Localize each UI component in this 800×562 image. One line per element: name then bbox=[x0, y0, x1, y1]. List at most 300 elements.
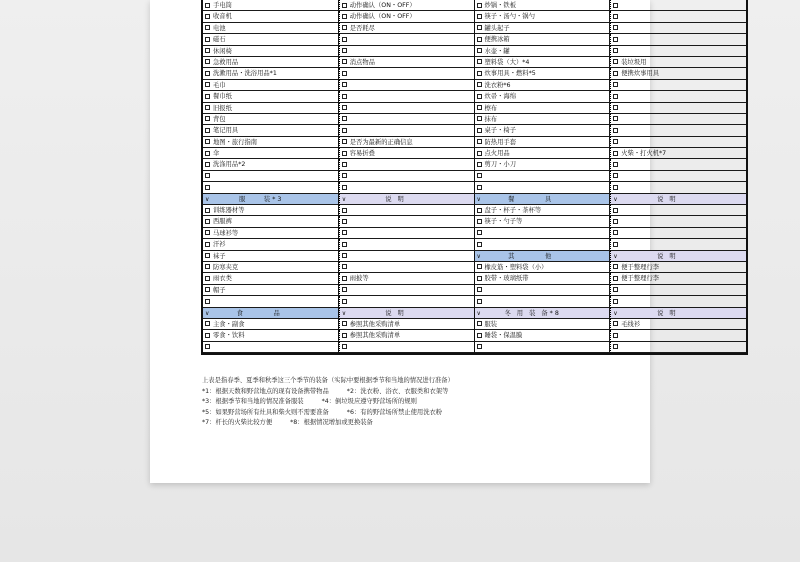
checklist-item-label: 洗衣粉*6 bbox=[484, 81, 511, 89]
checklist-item bbox=[339, 68, 475, 79]
checkbox-icon[interactable] bbox=[613, 59, 618, 64]
checklist-item-label: 毛巾 bbox=[213, 81, 226, 89]
checklist-item bbox=[610, 46, 746, 57]
checkbox-icon[interactable] bbox=[342, 48, 347, 53]
section-header-label: 说明 bbox=[385, 309, 410, 317]
checklist-item bbox=[339, 137, 475, 148]
checklist-item bbox=[610, 80, 746, 91]
checklist-item bbox=[203, 68, 339, 79]
checkbox-icon[interactable] bbox=[477, 151, 482, 156]
checklist-item bbox=[475, 91, 611, 102]
checklist-item-label: 檫布 bbox=[484, 104, 498, 112]
footnote-2: *2：洗衣粉、浴衣、衣服类和衣架等 bbox=[346, 387, 449, 395]
checklist-item bbox=[475, 137, 611, 148]
checklist-item-label: 水壶・罐 bbox=[484, 47, 510, 55]
checkbox-icon[interactable] bbox=[205, 344, 210, 349]
checkbox-icon[interactable] bbox=[477, 162, 482, 167]
section-header bbox=[610, 251, 746, 262]
checkbox-icon[interactable] bbox=[613, 25, 618, 30]
checkbox-icon[interactable] bbox=[205, 253, 210, 258]
checklist-item-label: 伞 bbox=[213, 150, 220, 158]
checklist-item-label: 磁石 bbox=[213, 36, 226, 44]
checklist-item bbox=[475, 285, 611, 296]
checkbox-icon[interactable] bbox=[205, 48, 210, 53]
checklist-item bbox=[610, 330, 746, 341]
checkbox-icon[interactable] bbox=[477, 94, 482, 99]
checklist-item-label: 笔记用具 bbox=[213, 127, 239, 135]
checklist-item bbox=[610, 239, 746, 250]
checklist-item-label: 是否为最新的正确信息 bbox=[349, 138, 413, 146]
checkbox-icon[interactable] bbox=[613, 242, 618, 247]
checklist-item bbox=[339, 216, 475, 227]
checkbox-icon[interactable] bbox=[613, 37, 618, 42]
footnote-1: *1：根据天数和野营地点的现有设备携带物品 bbox=[202, 387, 329, 395]
checkbox-icon[interactable] bbox=[342, 173, 347, 178]
checkbox-icon[interactable] bbox=[205, 299, 210, 304]
checklist-item-label: 便携冰箱 bbox=[484, 36, 510, 44]
checklist-item bbox=[610, 34, 746, 45]
checkbox-icon[interactable] bbox=[205, 116, 210, 121]
section-header-label: 食 品 bbox=[236, 309, 286, 317]
checkbox-icon[interactable] bbox=[205, 276, 210, 281]
checkbox-icon[interactable] bbox=[613, 299, 618, 304]
checklist-item bbox=[339, 148, 475, 159]
checkbox-icon[interactable] bbox=[477, 25, 482, 30]
checkbox-icon[interactable] bbox=[205, 287, 210, 292]
checklist-item bbox=[203, 296, 339, 307]
checklist-item-label: 筷子・汤勺・锅勺 bbox=[484, 13, 535, 21]
checkbox-icon[interactable] bbox=[613, 71, 618, 76]
checklist-item-label: 旧报纸 bbox=[213, 104, 232, 112]
checklist-item-label: 火柴・打火机*7 bbox=[621, 150, 667, 158]
checkbox-icon[interactable] bbox=[205, 128, 210, 133]
checklist-item-label: 炊事用具・燃料*5 bbox=[484, 70, 536, 78]
checkbox-icon[interactable] bbox=[342, 162, 347, 167]
checkbox-icon[interactable] bbox=[342, 128, 347, 133]
section-header-label: 餐 具 bbox=[508, 195, 558, 203]
checklist-item bbox=[203, 57, 339, 68]
checkbox-icon[interactable] bbox=[205, 173, 210, 178]
section-header-label: 说明 bbox=[657, 195, 682, 203]
checkbox-icon[interactable] bbox=[477, 82, 482, 87]
checkbox-icon[interactable] bbox=[477, 3, 482, 8]
checkbox-icon[interactable] bbox=[342, 94, 347, 99]
checklist-item bbox=[203, 0, 339, 11]
footnote-5: *5：如果野营场所有灶具和柴火则不需要准备 bbox=[202, 408, 329, 416]
checkbox-icon[interactable] bbox=[342, 105, 347, 110]
section-header-label: 服 装*3 bbox=[239, 195, 284, 203]
checklist-item-label: 便携炊事用具 bbox=[621, 70, 660, 78]
checklist-item bbox=[475, 11, 611, 22]
checkbox-icon[interactable] bbox=[613, 162, 618, 167]
checklist-item bbox=[475, 0, 611, 11]
checklist-item-label: 睡袋・保温膜 bbox=[484, 332, 523, 340]
checklist-item-label: 动作确认（ON・OFF） bbox=[349, 13, 416, 21]
checklist-table bbox=[201, 0, 748, 355]
checklist-item bbox=[475, 23, 611, 34]
checkbox-icon[interactable] bbox=[342, 287, 347, 292]
checklist-item-label: 胶带・玻璃纸带 bbox=[484, 275, 529, 283]
section-header-label: 说明 bbox=[657, 309, 682, 317]
checkbox-icon[interactable] bbox=[613, 14, 618, 19]
checkbox-icon[interactable] bbox=[205, 151, 210, 156]
checklist-item-label: 休闲椅 bbox=[213, 47, 232, 55]
checklist-item bbox=[339, 0, 475, 11]
checkbox-icon[interactable] bbox=[477, 333, 482, 338]
checklist-item-label: 参照其他采购清单 bbox=[349, 332, 401, 340]
checklist-item bbox=[203, 216, 339, 227]
checklist-item-label: 地图・旅行指南 bbox=[213, 138, 258, 146]
checklist-item bbox=[475, 46, 611, 57]
checkbox-icon[interactable] bbox=[205, 185, 210, 190]
checklist-item bbox=[339, 319, 475, 330]
checkbox-icon[interactable] bbox=[205, 71, 210, 76]
checklist-item bbox=[475, 114, 611, 125]
check-mark-icon: ∨ bbox=[205, 309, 210, 317]
checkbox-icon[interactable] bbox=[205, 82, 210, 87]
checklist-item bbox=[475, 159, 611, 170]
checklist-item bbox=[339, 57, 475, 68]
checklist-item bbox=[203, 319, 339, 330]
check-mark-icon: ∨ bbox=[476, 195, 481, 203]
checklist-item-label: 消点物品 bbox=[349, 58, 375, 66]
section-header bbox=[203, 308, 339, 319]
checklist-item bbox=[339, 285, 475, 296]
checklist-item bbox=[203, 46, 339, 57]
footnote-3: *3：根据季节和当地的情况准备服装 bbox=[202, 398, 304, 405]
checklist-item bbox=[339, 262, 475, 273]
checkbox-icon[interactable] bbox=[477, 48, 482, 53]
checkbox-icon[interactable] bbox=[477, 14, 482, 19]
checklist-item bbox=[610, 0, 746, 11]
section-header bbox=[339, 194, 475, 205]
checklist-item bbox=[475, 205, 611, 216]
checkbox-icon[interactable] bbox=[613, 48, 618, 53]
checklist-item bbox=[203, 125, 339, 136]
checkbox-icon[interactable] bbox=[205, 242, 210, 247]
check-mark-icon: ∨ bbox=[476, 309, 481, 317]
checkbox-icon[interactable] bbox=[205, 14, 210, 19]
checkbox-icon[interactable] bbox=[342, 208, 347, 213]
checkbox-icon[interactable] bbox=[477, 219, 482, 224]
checklist-item bbox=[203, 34, 339, 45]
checklist-item-label: 参照其他采购清单 bbox=[349, 320, 401, 328]
checkbox-icon[interactable] bbox=[477, 344, 482, 349]
checklist-item bbox=[610, 228, 746, 239]
checkbox-icon[interactable] bbox=[477, 242, 482, 247]
checkbox-icon[interactable] bbox=[613, 264, 618, 269]
checklist-item-label: 毛线衫 bbox=[621, 320, 641, 328]
checklist-item bbox=[610, 137, 746, 148]
section-header-label: 说明 bbox=[657, 252, 682, 260]
checklist-item-label: 点火用品 bbox=[484, 150, 510, 158]
checkbox-icon[interactable] bbox=[205, 25, 210, 30]
checklist-item bbox=[203, 262, 339, 273]
checkbox-icon[interactable] bbox=[342, 59, 347, 64]
checklist-item-label: 剪刀・小刀 bbox=[484, 161, 516, 169]
checklist-item bbox=[339, 182, 475, 193]
checklist-item bbox=[339, 296, 475, 307]
checkbox-icon[interactable] bbox=[342, 321, 347, 326]
checkbox-icon[interactable] bbox=[205, 230, 210, 235]
checklist-item bbox=[610, 11, 746, 22]
checkbox-icon[interactable] bbox=[477, 321, 482, 326]
checklist-item-label: 收音机 bbox=[213, 13, 232, 21]
checklist-item bbox=[339, 330, 475, 341]
checklist-item-label: 炊帚・海绵 bbox=[484, 93, 516, 101]
checklist-item bbox=[203, 205, 339, 216]
checkbox-icon[interactable] bbox=[613, 333, 618, 338]
checkbox-icon[interactable] bbox=[205, 59, 210, 64]
checklist-item bbox=[475, 342, 611, 353]
checklist-item bbox=[610, 182, 746, 193]
checklist-item-label: 训练器材等 bbox=[213, 207, 245, 215]
checklist-item bbox=[203, 330, 339, 341]
check-mark-icon: ∨ bbox=[341, 195, 347, 203]
checkbox-icon[interactable] bbox=[477, 116, 482, 121]
checkbox-icon[interactable] bbox=[613, 208, 618, 213]
checklist-item bbox=[203, 137, 339, 148]
checkbox-icon[interactable] bbox=[613, 321, 618, 326]
checklist-item-label: 塑料袋（大）*4 bbox=[484, 58, 530, 66]
section-header-label: 说明 bbox=[385, 195, 410, 203]
checklist-item-label: 电池 bbox=[213, 24, 226, 32]
checkbox-icon[interactable] bbox=[205, 105, 210, 110]
checkbox-icon[interactable] bbox=[477, 299, 482, 304]
checklist-item bbox=[475, 319, 611, 330]
checkbox-icon[interactable] bbox=[205, 321, 210, 326]
section-header bbox=[203, 194, 339, 205]
checklist-item-label: 桌子・椅子 bbox=[484, 127, 516, 135]
checklist-item bbox=[610, 319, 746, 330]
checkbox-icon[interactable] bbox=[613, 287, 618, 292]
checkbox-icon[interactable] bbox=[342, 230, 347, 235]
checkbox-icon[interactable] bbox=[613, 276, 618, 281]
checkbox-icon[interactable] bbox=[477, 173, 482, 178]
checkbox-icon[interactable] bbox=[342, 116, 347, 121]
checklist-item bbox=[610, 216, 746, 227]
checklist-item-label: 零食・饮料 bbox=[213, 332, 245, 340]
checklist-item bbox=[475, 228, 611, 239]
checkbox-icon[interactable] bbox=[613, 219, 618, 224]
check-mark-icon: ∨ bbox=[341, 309, 347, 317]
checkbox-icon[interactable] bbox=[613, 94, 618, 99]
checkbox-icon[interactable] bbox=[613, 3, 618, 8]
checklist-item bbox=[610, 103, 746, 114]
footnote-8: *8：根据情况增加或更换装备 bbox=[290, 419, 373, 426]
checkbox-icon[interactable] bbox=[477, 276, 482, 281]
checkbox-icon[interactable] bbox=[613, 151, 618, 156]
checklist-item bbox=[610, 159, 746, 170]
checklist-item bbox=[610, 285, 746, 296]
checkbox-icon[interactable] bbox=[205, 162, 210, 167]
checkbox-icon[interactable] bbox=[613, 344, 618, 349]
checklist-item-label: 是否耗尽 bbox=[349, 24, 375, 32]
checklist-item bbox=[339, 205, 475, 216]
checklist-item bbox=[339, 228, 475, 239]
check-mark-icon: ∨ bbox=[613, 195, 618, 203]
checkbox-icon[interactable] bbox=[342, 14, 347, 19]
section-header bbox=[339, 308, 475, 319]
checklist-item bbox=[610, 262, 746, 273]
checklist-item bbox=[610, 91, 746, 102]
checkbox-icon[interactable] bbox=[342, 264, 347, 269]
checklist-item bbox=[610, 342, 746, 353]
checkbox-icon[interactable] bbox=[342, 82, 347, 87]
checklist-item bbox=[339, 171, 475, 182]
section-header-label: 冬 用 装 备*8 bbox=[504, 309, 561, 317]
checkbox-icon[interactable] bbox=[342, 71, 347, 76]
checklist-item bbox=[339, 46, 475, 57]
checkbox-icon[interactable] bbox=[205, 219, 210, 224]
checklist-item bbox=[475, 80, 611, 91]
checklist-item bbox=[339, 34, 475, 45]
checklist-item bbox=[339, 251, 475, 262]
checklist-item bbox=[339, 103, 475, 114]
checklist-item bbox=[475, 262, 611, 273]
checklist-item bbox=[610, 205, 746, 216]
checklist-item bbox=[203, 11, 339, 22]
checklist-item-label: 洗涤用品*2 bbox=[213, 161, 246, 169]
checklist-item bbox=[475, 125, 611, 136]
checkbox-icon[interactable] bbox=[342, 253, 347, 258]
checklist-item-label: 袜子 bbox=[213, 252, 226, 260]
checklist-item bbox=[475, 273, 611, 284]
checkbox-icon[interactable] bbox=[477, 208, 482, 213]
checklist-item bbox=[339, 114, 475, 125]
checklist-item bbox=[610, 171, 746, 182]
checkbox-icon[interactable] bbox=[342, 333, 347, 338]
checklist-item bbox=[339, 273, 475, 284]
checkbox-icon[interactable] bbox=[342, 276, 347, 281]
check-mark-icon: ∨ bbox=[205, 195, 210, 203]
checkbox-icon[interactable] bbox=[342, 25, 347, 30]
checkbox-icon[interactable] bbox=[613, 105, 618, 110]
checklist-item bbox=[203, 342, 339, 353]
check-mark-icon: ∨ bbox=[476, 252, 481, 260]
checkbox-icon[interactable] bbox=[613, 139, 618, 144]
checklist-item-label: 雨衣类 bbox=[213, 275, 232, 283]
checkbox-icon[interactable] bbox=[613, 82, 618, 87]
checkbox-icon[interactable] bbox=[477, 37, 482, 42]
section-header bbox=[610, 194, 746, 205]
footnote-7: *7：杆长的火柴比较方便 bbox=[202, 419, 273, 426]
checkbox-icon[interactable] bbox=[342, 37, 347, 42]
checkbox-icon[interactable] bbox=[477, 287, 482, 292]
checklist-item-label: 防热用手套 bbox=[484, 138, 516, 146]
section-header bbox=[475, 194, 611, 205]
checklist-item bbox=[339, 239, 475, 250]
checkbox-icon[interactable] bbox=[205, 37, 210, 42]
checklist-item bbox=[339, 23, 475, 34]
check-mark-icon: ∨ bbox=[613, 309, 618, 317]
checklist-item bbox=[610, 23, 746, 34]
checklist-item bbox=[339, 342, 475, 353]
checkbox-icon[interactable] bbox=[205, 264, 210, 269]
checklist-item bbox=[203, 273, 339, 284]
checkbox-icon[interactable] bbox=[477, 105, 482, 110]
checklist-item bbox=[475, 330, 611, 341]
checklist-item-label: 炒锅・铁板 bbox=[484, 2, 516, 9]
checkbox-icon[interactable] bbox=[205, 333, 210, 338]
checkbox-icon[interactable] bbox=[477, 230, 482, 235]
checklist-item bbox=[610, 114, 746, 125]
checklist-item bbox=[610, 68, 746, 79]
checklist-item-label: 雨披等 bbox=[349, 275, 369, 283]
checklist-item bbox=[203, 251, 339, 262]
checklist-item bbox=[203, 23, 339, 34]
checkbox-icon[interactable] bbox=[342, 344, 347, 349]
checkbox-icon[interactable] bbox=[477, 264, 482, 269]
checkbox-icon[interactable] bbox=[477, 71, 482, 76]
checkbox-icon[interactable] bbox=[342, 242, 347, 247]
checkbox-icon[interactable] bbox=[477, 139, 482, 144]
checklist-item-label: 装垃圾用 bbox=[621, 58, 647, 66]
checkbox-icon[interactable] bbox=[342, 3, 347, 8]
checklist-item bbox=[610, 57, 746, 68]
checklist-item bbox=[203, 182, 339, 193]
checklist-item-label: 主食・副食 bbox=[213, 320, 245, 328]
checklist-item-label: 盘子・杯子・茶杯等 bbox=[484, 207, 542, 215]
checklist-item bbox=[610, 296, 746, 307]
checkbox-icon[interactable] bbox=[477, 59, 482, 64]
checklist-item bbox=[339, 80, 475, 91]
checkbox-icon[interactable] bbox=[342, 219, 347, 224]
checklist-item bbox=[203, 159, 339, 170]
checklist-item bbox=[203, 239, 339, 250]
checkbox-icon[interactable] bbox=[342, 185, 347, 190]
checkbox-icon[interactable] bbox=[205, 94, 210, 99]
checkbox-icon[interactable] bbox=[613, 173, 618, 178]
section-header bbox=[475, 308, 611, 319]
checklist-item bbox=[475, 171, 611, 182]
checklist-item bbox=[339, 91, 475, 102]
checkbox-icon[interactable] bbox=[342, 151, 347, 156]
checkbox-icon[interactable] bbox=[342, 299, 347, 304]
checklist-item bbox=[203, 148, 339, 159]
checklist-item bbox=[475, 103, 611, 114]
footnotes bbox=[202, 376, 632, 429]
checkbox-icon[interactable] bbox=[205, 3, 210, 8]
footnote-intro: 上表是指春季、夏季和秋季这三个季节的装备（实际中要根据季节和当地的情况进行准备） bbox=[202, 377, 454, 384]
checklist-item bbox=[475, 148, 611, 159]
checkbox-icon[interactable] bbox=[613, 128, 618, 133]
section-header bbox=[610, 308, 746, 319]
checkbox-icon[interactable] bbox=[613, 185, 618, 190]
checkbox-icon[interactable] bbox=[477, 185, 482, 190]
checklist-item-label: 便于整理行李 bbox=[621, 263, 660, 271]
checklist-item-label: 西服裤 bbox=[213, 218, 232, 226]
checklist-item-label: 马球衫等 bbox=[213, 229, 239, 237]
checkbox-icon[interactable] bbox=[205, 139, 210, 144]
checkbox-icon[interactable] bbox=[613, 116, 618, 121]
checklist-item-label: 罐头起子 bbox=[484, 24, 510, 32]
checklist-item-label: 便于整理行李 bbox=[621, 275, 660, 283]
checklist-item-label: 餐巾纸 bbox=[213, 93, 232, 101]
checklist-item bbox=[475, 296, 611, 307]
checkbox-icon[interactable] bbox=[205, 208, 210, 213]
checklist-item-label: 防寒夹克 bbox=[213, 263, 239, 271]
checklist-item bbox=[339, 125, 475, 136]
checkbox-icon[interactable] bbox=[342, 139, 347, 144]
checkbox-icon[interactable] bbox=[477, 128, 482, 133]
checklist-item-label: 橡皮筋・塑料袋（小） bbox=[484, 263, 548, 271]
checklist-item bbox=[339, 159, 475, 170]
checkbox-icon[interactable] bbox=[613, 230, 618, 235]
checklist-item bbox=[203, 91, 339, 102]
checklist-item-label: 帽子 bbox=[213, 286, 226, 294]
checklist-item bbox=[203, 285, 339, 296]
